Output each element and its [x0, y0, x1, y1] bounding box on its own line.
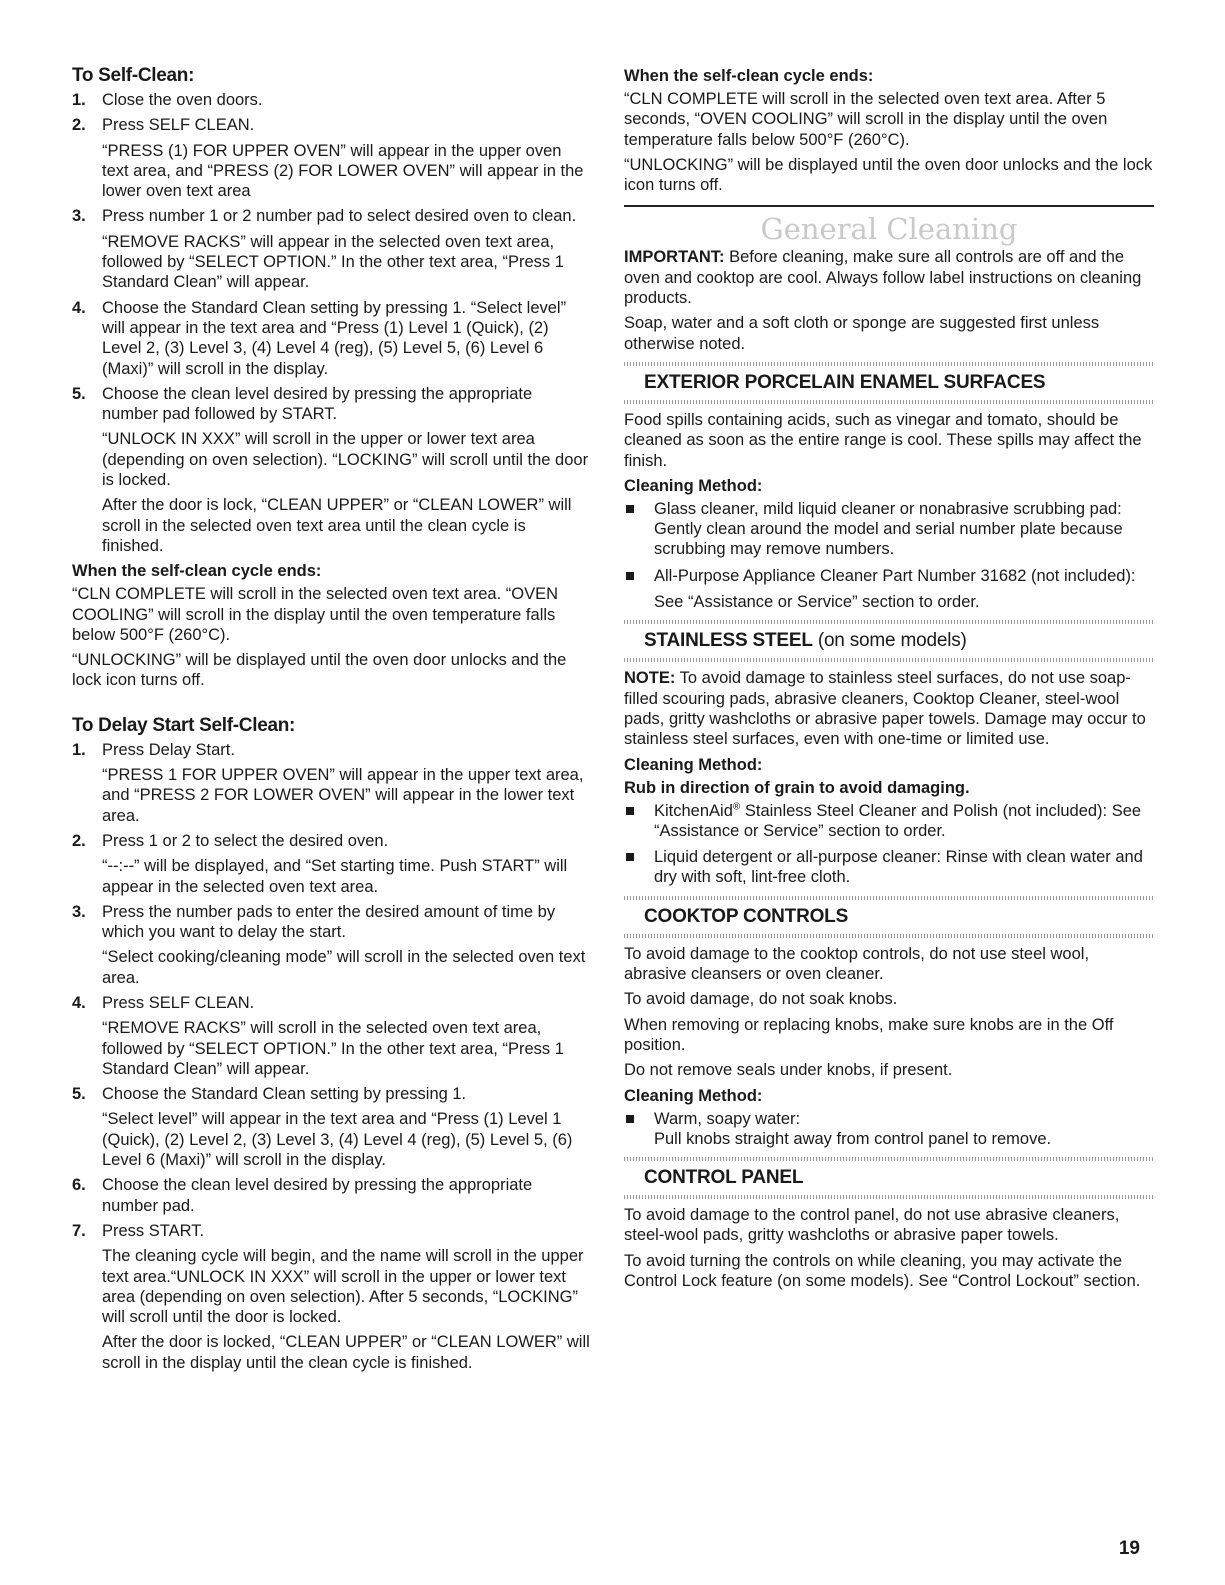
step-number: 3. [72, 902, 86, 921]
control-panel-title: CONTROL PANEL [644, 1167, 804, 1189]
important-text: Before cleaning, make sure all controls are off and the oven and cooktop are cool. Always follow label instructions on cleaning products. [624, 248, 1142, 308]
delay-start-heading: To Delay Start Self-Clean: [72, 714, 296, 736]
brand-name: KitchenAid [654, 801, 733, 820]
list-item [72, 993, 590, 1079]
step-text: After the door is locked, “CLEAN UPPER” or “CLEAN LOWER” will scroll in the display until the clean cycle is finished. [102, 1333, 590, 1372]
divider [624, 205, 1154, 207]
list-item [624, 1109, 1154, 1150]
step-text: The cleaning cycle will begin, and the name will scroll in the upper text area.“UNLOCK IN XXX” will scroll in the upper or lower text area (depending on oven selection). After 5 seconds, “LOCKING” will scroll until the door is locked. [102, 1247, 584, 1327]
list-item [72, 298, 590, 379]
stainless-title-normal: (on some models) [812, 630, 967, 652]
bullet-text-rest: Stainless Steel Cleaner and Polish (not included): See “Assistance or Service” section to order. [654, 801, 1142, 840]
cycle-ends-heading-right: When the self-clean cycle ends: [624, 67, 874, 85]
soap-paragraph: Soap, water and a soft cloth or sponge are suggested first unless otherwise noted. [624, 314, 1100, 353]
control-panel-paragraph: To avoid turning the controls on while cleaning, you may activate the Control Lock feature (on some models). See “Control Lockout” section. [624, 1251, 1141, 1290]
self-clean-heading: To Self-Clean: [72, 65, 195, 86]
list-item [624, 499, 1154, 560]
stainless-bullets [624, 801, 1154, 888]
stainless-title-bold: STAINLESS STEEL [644, 630, 813, 652]
cooktop-title: COOKTOP CONTROLS [644, 905, 849, 927]
dotted-rule [624, 1195, 1154, 1199]
rub-direction-label: Rub in direction of grain to avoid damaging. [624, 778, 970, 797]
dotted-rule [624, 934, 1154, 938]
delay-start-steps [72, 740, 590, 1373]
note-paragraph [624, 668, 1154, 749]
stainless-band [624, 620, 1154, 662]
list-item [72, 384, 590, 556]
step-text: Press Delay Start. [102, 740, 235, 759]
step-text: Press START. [102, 1221, 205, 1240]
bullet-subtext: Pull knobs straight away from control panel to remove. [654, 1129, 1052, 1148]
step-text: “REMOVE RACKS” will appear in the selected oven text area, followed by “SELECT OPTION.” In the other text area, “Press 1 Standard Clean” will appear. [102, 232, 564, 292]
step-text: Choose the Standard Clean setting by pressing 1. [102, 1085, 467, 1104]
list-item [72, 1084, 590, 1170]
right-column [624, 64, 1154, 1296]
step-number: 7. [72, 1221, 86, 1240]
dotted-rule [624, 400, 1154, 404]
step-text: “UNLOCK IN XXX” will scroll in the upper or lower text area (depending on oven selection). “LOCKING” will scroll until the door is locked. [102, 430, 589, 490]
step-text: Press 1 or 2 to select the desired oven. [102, 831, 389, 850]
step-text: Choose the clean level desired by pressing the appropriate number pad followed by START. [102, 384, 533, 424]
step-number: 2. [72, 831, 86, 850]
step-number: 4. [72, 298, 86, 317]
general-cleaning-title: General Cleaning [760, 212, 1018, 247]
self-clean-steps [72, 90, 590, 556]
registered-mark: ® [732, 801, 741, 813]
stainless-title [624, 624, 1154, 658]
step-number: 3. [72, 207, 86, 226]
list-item [72, 90, 590, 110]
step-number: 1. [72, 740, 86, 759]
step-text: “PRESS 1 FOR UPPER OVEN” will appear in the upper text area, and “PRESS 2 FOR LOWER OVEN” will appear in the lower text area. [102, 766, 584, 825]
list-item [624, 566, 1154, 613]
step-text: “Select level” will appear in the text area and “Press (1) Level 1 (Quick), (2) Level 2, (3) Level 3, (4) Level 4 (reg), (5) Level 5, (6) Level 6 (Maxi)” will scroll in the display. [102, 1110, 573, 1170]
exterior-band [624, 362, 1154, 404]
cooktop-band [624, 896, 1154, 938]
cycle-ends-paragraph: “UNLOCKING” will be displayed until the oven door unlocks and the lock icon turns off. [624, 155, 1153, 195]
square-bullet-icon [626, 572, 634, 580]
step-text: Press SELF CLEAN. [102, 993, 255, 1012]
square-bullet-icon [626, 505, 634, 513]
cycle-ends-paragraph: “CLN COMPLETE will scroll in the selected oven text area. “OVEN COOLING” will scroll in the display until the oven temperature falls below 500°F (260°C). [72, 585, 559, 644]
cooktop-bullets [624, 1109, 1154, 1150]
cooktop-paragraph: To avoid damage, do not soak knobs. [624, 990, 898, 1009]
step-text: Press the number pads to enter the desired amount of time by which you want to delay the start. [102, 902, 556, 942]
note-label: NOTE: [624, 669, 676, 688]
control-panel-band [624, 1157, 1154, 1199]
list-item [72, 740, 590, 826]
list-item [624, 847, 1154, 888]
step-text: Close the oven doors. [102, 91, 263, 109]
bullet-text: Liquid detergent or all-purpose cleaner: Rinse with clean water and dry with soft, lint-free cloth. [654, 848, 1143, 887]
square-bullet-icon [626, 1115, 634, 1123]
step-text: After the door is lock, “CLEAN UPPER” or “CLEAN LOWER” will scroll in the selected oven text area until the clean cycle is finished. [102, 496, 572, 555]
square-bullet-icon [626, 853, 634, 861]
list-item [624, 801, 1154, 842]
square-bullet-icon [626, 807, 634, 815]
cleaning-method-label: Cleaning Method: [624, 755, 763, 774]
exterior-bullets [624, 499, 1154, 612]
bullet-text: All-Purpose Appliance Cleaner Part Number 31682 (not included): [654, 566, 1136, 585]
step-number: 6. [72, 1176, 86, 1195]
cleaning-method-label: Cleaning Method: [624, 1086, 763, 1105]
list-item [72, 1175, 590, 1216]
control-panel-paragraph: To avoid damage to the control panel, do not use abrasive cleaners, steel-wool pads, gritty washcloths or abrasive paper towels. [624, 1206, 1120, 1245]
cooktop-paragraph: When removing or replacing knobs, make sure knobs are in the Off position. [624, 1015, 1114, 1054]
bullet-text: Warm, soapy water: [654, 1109, 801, 1128]
list-item [72, 206, 590, 292]
important-label: IMPORTANT: [624, 248, 725, 267]
step-number: 4. [72, 993, 86, 1012]
step-number: 1. [72, 91, 86, 109]
list-item [72, 902, 590, 988]
exterior-text: Food spills containing acids, such as vinegar and tomato, should be cleaned as soon as the entire range is cool. These spills may affect the finish. [624, 410, 1142, 470]
cycle-ends-paragraph: “UNLOCKING” will be displayed until the oven door unlocks and the lock icon turns off. [72, 651, 567, 690]
step-text: “Select cooking/cleaning mode” will scroll in the selected oven text area. [102, 948, 586, 987]
bullet-text: Glass cleaner, mild liquid cleaner or nonabrasive scrubbing pad: Gently clean around the model and serial number plate because scrubbing may remove numbers. [654, 499, 1123, 559]
cleaning-method-label: Cleaning Method: [624, 476, 763, 495]
step-text: Press SELF CLEAN. [102, 116, 255, 135]
list-item [72, 115, 590, 201]
cycle-ends-paragraph: “CLN COMPLETE will scroll in the selected oven text area. After 5 seconds, “OVEN COOLING” will scroll in the display until the oven temperature falls below 500°F (260°C). [624, 90, 1108, 149]
dotted-rule [624, 658, 1154, 662]
list-item [72, 1221, 590, 1373]
step-number: 5. [72, 384, 86, 403]
cooktop-paragraph: To avoid damage to the cooktop controls, do not use steel wool, abrasive cleansers or oven cleaner. [624, 944, 1090, 984]
step-text: Choose the Standard Clean setting by pressing 1. “Select level” will appear in the text area and “Press (1) Level 1 (Quick), (2) Level 2, (3) Level 3, (4) Level 4 (reg), (5) Level 5, (6) Level 6 (Maxi)” will scroll in the display. [102, 298, 567, 378]
cooktop-paragraph: Do not remove seals under knobs, if present. [624, 1061, 953, 1080]
step-text: “REMOVE RACKS” will scroll in the selected oven text area, followed by “SELECT OPTION.” In the other text area, “Press 1 Standard Clean” will appear. [102, 1019, 564, 1078]
step-text: “PRESS (1) FOR UPPER OVEN” will appear in the upper oven text area, and “PRESS (2) FOR LOWER OVEN” will appear in the lower oven text area [102, 141, 584, 201]
exterior-title: EXTERIOR PORCELAIN ENAMEL SURFACES [644, 371, 1046, 393]
step-text: Press number 1 or 2 number pad to select desired oven to clean. [102, 207, 577, 226]
bullet-subtext: See “Assistance or Service” section to order. [654, 593, 980, 612]
step-text: Choose the clean level desired by pressing the appropriate number pad. [102, 1176, 533, 1215]
step-text: “--:--” will be displayed, and “Set starting time. Push START” will appear in the selected oven text area. [102, 857, 568, 896]
step-number: 2. [72, 116, 86, 135]
bullet-text [654, 801, 1154, 842]
step-number: 5. [72, 1085, 86, 1104]
page-number: 19 [1118, 1538, 1140, 1559]
note-text: To avoid damage to stainless steel surfaces, do not use soap-filled scouring pads, abrasive cleaners, Cooktop Cleaner, steel-wool pads, gritty washcloths or abrasive paper towels. Damage may occur to stainless steel surfaces, even with one-time or limited use. [624, 669, 1146, 749]
left-column [72, 64, 590, 1378]
list-item [72, 831, 590, 897]
cycle-ends-heading: When the self-clean cycle ends: [72, 562, 322, 581]
important-paragraph [624, 247, 1154, 308]
